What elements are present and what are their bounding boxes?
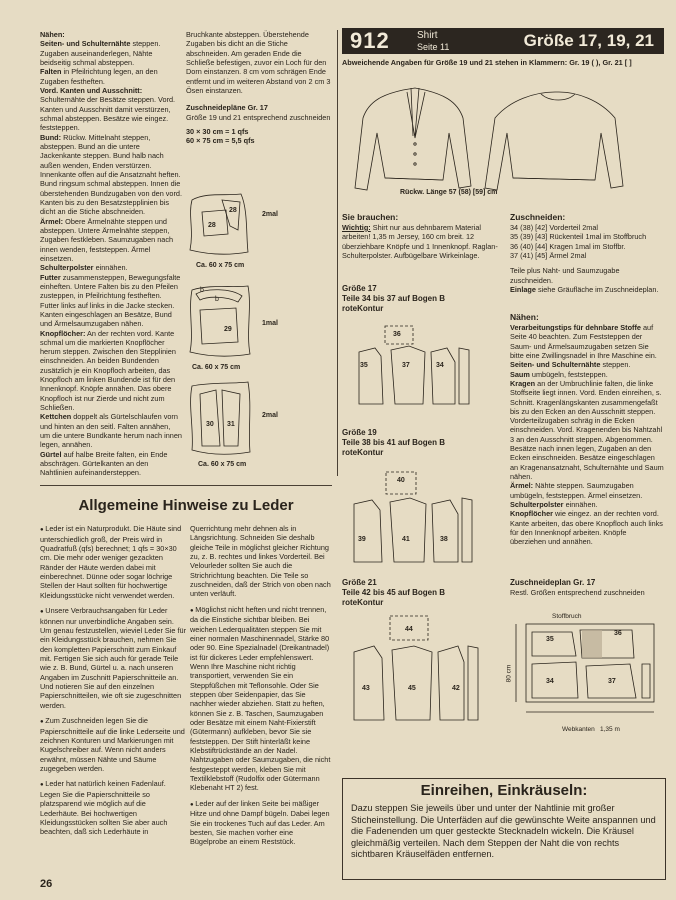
leder-right-3: ● Leder auf der linken Seite bei mäßiger Hitze und ohne Dampf bügeln. Dabei legen Sie ein trockenes Tuch auf das Leder. Am besten, Sie machen vorher eine Bügelprobe an einem Reststück. xyxy=(190,799,332,847)
leder-left-4: ● Leder hat natürlich keinen Fadenlauf. Legen Sie die Papierschnitteile so platzsparend wie möglich auf die Lederhäute. Bei hochwertigen Kleidungsstücken sollten Sie aber auch beachten, daß sich Lederhäute in xyxy=(40,779,186,836)
sew-lead: Saum xyxy=(510,369,530,379)
sew-text: wie eingez. an der rechten vord. Kante arbeiten, das obere Knopfloch auch links für den Innenknopf arbeiten. Knöpfe überziehen und annähen. xyxy=(510,509,663,547)
s17-p3: 37 xyxy=(402,362,410,369)
left-paragraph xyxy=(40,329,182,413)
shirt-illustration xyxy=(345,78,665,193)
sew-paragraph xyxy=(510,323,664,360)
fabric-cutting-plan xyxy=(512,618,664,723)
materials-text: Shirt nur aus dehnbarem Material arbeiten! 1,35 m Jersey, 160 cm breit. 12 überziehbare Knöpfe und 1 Innenknopf. Raglan-Schulterpolster. Aufbügelbare Wirkeinlage. xyxy=(342,222,498,260)
pattern-header xyxy=(342,28,664,54)
size-19-block xyxy=(342,428,502,459)
measure-1: 30 × 30 cm = 1 qfs xyxy=(186,126,249,136)
plan-stoffbruch: Stoffbruch xyxy=(552,613,582,620)
plan-sub: Restl. Größen entsprechend zuschneiden xyxy=(510,588,645,598)
leather-layout-1 xyxy=(186,190,276,260)
size-21-block xyxy=(342,578,502,609)
leder-right xyxy=(190,524,332,847)
materials-title: Sie brauchen: xyxy=(342,212,399,222)
plan-piece-36: 36 xyxy=(614,630,622,637)
middle-column xyxy=(186,30,332,146)
sew-text: Nähte steppen. Saumzugaben umbügeln, feststeppen. Ärmel einsetzen. xyxy=(510,481,643,500)
leder-left xyxy=(40,524,186,837)
left-text: einnähen. xyxy=(95,263,128,273)
left-lead: Vord. Kanten und Ausschnitt: xyxy=(40,85,143,95)
sew-lead: Ärmel: xyxy=(510,481,534,491)
cutting-row-3: 36 (40) [44] Kragen 1mal im Stoffbr. xyxy=(510,241,626,251)
sew-lead: Verarbeitungstips für dehnbare Stoffe xyxy=(510,322,641,332)
measure-2: 60 × 75 cm = 5,5 qfs xyxy=(186,136,255,146)
left-lead: Gürtel xyxy=(40,449,62,459)
leather-layout-3 xyxy=(186,380,276,458)
left-paragraph xyxy=(40,67,182,86)
left-lead: Ärmel: xyxy=(40,216,64,226)
leder-title: Allgemeine Hinweise zu Leder xyxy=(78,497,294,514)
s21-p2: 43 xyxy=(362,685,370,692)
left-text: in Pfeilrichtung legen, an den Zugaben festheften. xyxy=(40,67,158,86)
layout3-piece-b xyxy=(222,390,240,446)
sew-lead: Kragen xyxy=(510,378,536,388)
sew-paragraph xyxy=(510,360,664,369)
pattern-name: Shirt xyxy=(417,30,438,41)
size-21-ref: Teile 42 bis 45 auf Bogen B xyxy=(342,588,445,598)
cutting-row-4: 37 (41) [45] Ärmel 2mal xyxy=(510,250,587,260)
left-text: Rückw. Mittelnaht steppen, absteppen. Bund an die untere Jackenkante steppen. Bund halb nach außen wenden, Enden verstürzen. Innenkante offen auf die Ansatznaht heften. Bund ringsum schmal absteppen. Innen die überstehenden Bundzugaben von den vord. Kanten bis zu den Besatzstepplinien bis dicht an die Stiche abschneiden. xyxy=(40,132,182,217)
s19-p4: 38 xyxy=(440,536,448,543)
s19-p1: 40 xyxy=(397,477,405,484)
left-paragraph xyxy=(40,412,182,449)
left-lead: Kettchen xyxy=(40,412,72,422)
layout2-piece-main xyxy=(200,308,238,344)
size-17-block xyxy=(342,284,502,315)
plan-piece-34: 34 xyxy=(546,678,554,685)
plan-width: 1,35 m xyxy=(600,726,620,733)
size-17-pieces xyxy=(355,322,505,407)
back-length: Rückw. Länge 57 (58) [59] cm xyxy=(400,189,498,196)
size-21-pieces xyxy=(352,612,504,722)
left-lead: Seiten- und Schulternähte xyxy=(40,39,131,49)
layout1-piece-label-b: 28 xyxy=(229,207,237,214)
s21-p4: 42 xyxy=(452,685,460,692)
size-17-title: Größe 17 xyxy=(342,284,377,293)
sew-text: steppen. xyxy=(602,360,631,370)
left-paragraph xyxy=(40,217,182,264)
s17-p2: 35 xyxy=(360,362,368,369)
left-text: zusammensteppen, Bewegungsfalte einheften. Untere Falten bis zu den Pfeilen zusteppen, in Pfeilrichtung festheften. Futter links auf links in die Jacke stecken. Kanten eingeschlagen an Besätze, Bund und Ärmelsaumzugaben nähen. xyxy=(40,272,181,329)
layout3-piece-label-a: 30 xyxy=(206,421,214,428)
left-lead: Knopflöcher: xyxy=(40,328,86,338)
size-19-ref: Teile 38 bis 41 auf Bogen B xyxy=(342,438,445,448)
cutting-note-2-lead: Einlage xyxy=(510,284,536,294)
left-paragraph xyxy=(40,263,182,272)
plan-block xyxy=(510,578,664,598)
cutting-plans-title: Zuschneidepläne Gr. 17 xyxy=(186,103,268,113)
left-lead: Schulterpolster xyxy=(40,263,94,273)
size-21-title: Größe 21 xyxy=(342,578,377,587)
sewing-title: Nähen: xyxy=(510,312,539,322)
cutting-note-1: Teile plus Naht- und Saumzugabe zuschneiden. xyxy=(510,266,620,285)
left-paragraph xyxy=(40,273,182,329)
sew-text: an der Umbruchlinie falten, die linke Stoffseite liegt innen. Vord. Enden einreihen, s. Schnitt. Kragenlängskanten zusammengefaßt bis zu den Ecken an den Ausschnitt steppen. Vorderteilzugaben schräg in die Ecken einschneiden. Vord. Kragenenden bis Nahtzahl 3 an den Ausschnitt steppen. Abgenommen. Besätze nach innen legen, Zugaben an den Ecken einschneiden. Besätze eingeschlagen an Kragenansatznaht, Schulternähte und Saum nähen. xyxy=(510,378,664,482)
plan-piece-35: 35 xyxy=(546,636,554,643)
left-text: auf halbe Breite falten, ein Ende abschrägen. Gürtelkanten an den Nahtlinien aufeinandersteppen. xyxy=(40,449,168,478)
left-paragraph xyxy=(40,450,182,478)
sew-text: einnähen. xyxy=(565,500,598,510)
sew-lead: Knopflöcher xyxy=(510,509,553,519)
page-number: 26 xyxy=(40,878,53,890)
sewing-block xyxy=(510,312,664,547)
left-paragraph xyxy=(40,39,182,67)
layout1-qty: 2mal xyxy=(262,211,278,218)
layout2-qty: 1mal xyxy=(262,320,278,327)
left-lead: Falten xyxy=(40,67,62,77)
s19-p2: 39 xyxy=(358,536,366,543)
size-17-ref: Teile 34 bis 37 auf Bogen B xyxy=(342,294,445,304)
left-paragraph xyxy=(40,86,182,133)
materials-lead: Wichtig: xyxy=(342,222,371,232)
size-21-kontur: roteKontur xyxy=(342,598,384,608)
left-paragraph xyxy=(40,133,182,217)
leder-right-2: ● Möglichst nicht heften und nicht trennen, da die Einstiche sichtbar bleiben. Bei weichen Lederqualitäten steppen Sie mit einer normalen Maschinennadel, Stärke 80 oder 90. Eine Spezialnadel (Dreikantnadel) ist für dickeres Leder empfehlenswert. Wenn Ihre Maschine nicht richtig transportiert, verwenden Sie ein Steppfüßchen mit Teflonsohle. Oder Sie steppen über Seidenpapier, das Sie nachher wieder abziehen. Statt zu heften, können Sie z. B. Taschen, Saumzugaben oder Besätze mit einem Naht-Fixierstift (Gütermann) aufkleben, bevor Sie sie feststeppen. Der Stift hinterläßt keine Klebstiftrückstände an der Nadel. Nahtzugaben oder Saumzugaben, die nicht festgesteppt werden, kleben Sie mit Textilklebstoff (Rudolfix oder Gütermann Klebenaht HT 2) fest. xyxy=(190,605,332,793)
sew-lead: Seiten- und Schulternähte xyxy=(510,360,601,370)
cutting-block xyxy=(510,212,664,294)
layout3-piece-a xyxy=(200,390,220,446)
cutting-note-2: siehe Gräufläche im Zuschneideplan. xyxy=(537,284,659,294)
materials-block xyxy=(342,212,500,260)
sew-text: auf Seite 40 beachten. Zum Feststeppen der Saum- und Ärmelsaumzugaben setzen Sie bitte eine Zwillingsnadel in Ihre Maschine ein. xyxy=(510,322,657,360)
layout1-caption: Ca. 60 x 75 cm xyxy=(196,262,245,269)
s19-p3: 41 xyxy=(402,536,410,543)
sew-text: umbügeln, feststeppen. xyxy=(531,369,608,379)
sew-paragraph xyxy=(510,481,664,500)
plan-title: Zuschneideplan Gr. 17 xyxy=(510,578,596,587)
left-lead: Futter xyxy=(40,272,61,282)
left-paragraph xyxy=(40,30,182,39)
size-19-kontur: roteKontur xyxy=(342,448,384,458)
pattern-page-ref: Seite 11 xyxy=(417,42,450,52)
pattern-sizes: Größe 17, 19, 21 xyxy=(523,31,654,50)
size-19-title: Größe 19 xyxy=(342,428,377,437)
left-text: Obere Ärmelnähte steppen und absteppen. Untere Ärmelnähte steppen, Zugaben festkleben. Saumzugaben nach innen wenden, feststeppen. Ärmel einsetzen. xyxy=(40,216,174,263)
einreihen-box xyxy=(342,778,666,880)
cutting-plans-sub: Größe 19 und 21 entsprechend zuschneiden xyxy=(186,112,331,122)
layout3-piece-label-b: 31 xyxy=(227,421,235,428)
s21-p3: 45 xyxy=(408,685,416,692)
plan-height: 80 cm xyxy=(505,664,513,683)
cutting-title: Zuschneiden: xyxy=(510,212,566,222)
einreihen-text: Dazu steppen Sie jeweils über und unter der Nahtlinie mit großer Sticheinstellung. Die Unterfäden auf die gewünschte Weite anspannen und die Fadenenden um quer gesteckte Stecknadeln wickeln. Die Kräusel gleichmäßig verteilen. Nach dem Steppen der Naht die von rechts sichtbaren Kräuselfäden entfernen. xyxy=(351,803,656,859)
size-17-kontur: roteKontur xyxy=(342,304,384,314)
cutting-row-1: 34 (38) [42] Vorderteil 2mal xyxy=(510,222,599,232)
belt-instructions: Bruchkante absteppen. Überstehende Zugaben bis dicht an die Stiche abschneiden. Am geraden Ende die Schließe befestigen, zuvor ein Loch für den Dorn einstanzen. 8 cm vom schrägen Ende entfernt und im weiteren Abstand von 2 cm 3 Ösen einstanzen. xyxy=(186,30,331,95)
layout3-qty: 2mal xyxy=(262,412,278,419)
section-divider xyxy=(40,485,332,486)
leder-left-1: ● Leder ist ein Naturprodukt. Die Häute sind unterschiedlich groß, der Preis wird in Quadratfuß (qfs) berechnet; 1 qfs = 30×30 cm. Die mehr oder weniger gezackten Ränder der Häute werden dabei mit einberechnet. Dünne oder sogar löchrige Stellen der Haut sollten für hochwertige Kleidungsstücke nicht verwendet werden. xyxy=(40,524,186,600)
sew-paragraph xyxy=(510,500,664,509)
layout2-piece-label-b2: b xyxy=(215,296,219,303)
cutting-row-2: 35 (39) [43] Rückenteil 1mal im Stoffbruch xyxy=(510,232,647,242)
plan-webkanten: Webkanten xyxy=(562,726,595,733)
s21-p1: 44 xyxy=(405,626,413,633)
plan-piece-37: 37 xyxy=(608,678,616,685)
leder-left-3: ● Zum Zuschneiden legen Sie die Papierschnitteile auf die linke Lederseite und zeichnen Konturen und Markierungen mit Kugelschreiber auf. Wenn nicht anders erwähnt, müssen Nähte und Säume zugegeben werden. xyxy=(40,716,186,773)
leder-right-1: Querrichtung mehr dehnen als in Längsrichtung. Schneiden Sie deshalb gleiche Teile in möglichst gleicher Richtung zu, z. B. rechtes und linkes Vorderteil. Bei Velourleder sollten Sie auch die Strichrichtung beachten. Die Teile so zuschneiden, daß der Strich von oben nach unten verläuft. xyxy=(190,524,331,599)
left-text: An der rechten vord. Kante schmal um die markierten Knopflöcher herum steppen. Zwischen den Stepplinien einschneiden. An beiden Bundenden zusätzlich je ein Knopfloch arbeiten, das Knopfloch am linken Bundende ist für den Innenknopf. Knöpfe annähen. Das obere Knopfloch ist nur Zierde und nicht zum Schließen. xyxy=(40,328,176,413)
pattern-number: 912 xyxy=(350,28,390,53)
left-text: steppen. Zugaben auseinanderlegen, Nähte beidseitig schmal absteppen. xyxy=(40,39,161,67)
s17-p1: 36 xyxy=(393,331,401,338)
sew-lead: Schulterpolster xyxy=(510,500,564,510)
layout1-piece-label-a: 28 xyxy=(208,222,216,229)
left-lead: Bund: xyxy=(40,132,62,142)
leder-left-2: ● Unsere Verbrauchsangaben für Leder können nur unverbindliche Angaben sein. Um genau festzustellen, wieviel Leder Sie für ein Kleidungsstück brauchen, nehmen Sie den kompletten Papierschnitt zum Einkauf mit. Fertigen Sie sich auch für gerade Teile wie z. B. Bund, Gürtel u. a. nach unseren Angaben im Zuschnitt Papierschnitteile an. Und notieren Sie auf den einzelnen Papierschnitteilen, wie oft sie zugeschnitten werden. xyxy=(40,606,186,710)
layout3-caption: Ca. 60 x 75 cm xyxy=(198,461,247,468)
sew-paragraph xyxy=(510,370,664,379)
einreihen-title: Einreihen, Einkräuseln: xyxy=(420,782,588,799)
size-19-pieces xyxy=(352,468,502,563)
sew-paragraph xyxy=(510,509,664,546)
size-note: Abweichende Angaben für Größe 19 und 21 stehen in Klammern: Gr. 19 ( ), Gr. 21 [ ] xyxy=(342,58,632,67)
layout2-caption: Ca. 60 x 75 cm xyxy=(192,364,241,371)
layout2-piece-label-b1: b xyxy=(200,287,204,294)
column-divider xyxy=(337,30,338,476)
left-text: doppelt als Gürtelschlaufen vorn und hinten an den seitl. Falten annähen, um die untere Bundkante herum nach innen legen, annähen. xyxy=(40,412,182,450)
left-instructions xyxy=(40,30,182,478)
left-text: Schulternähte der Besätze steppen. Vord. Kanten und Ausschnitt damit verstürzen, schmal absteppen. Besätze wie eingez. feststeppen. xyxy=(40,95,176,133)
layout2-piece-label-main: 29 xyxy=(224,326,232,333)
layout1-piece-b xyxy=(222,200,240,230)
s17-p4: 34 xyxy=(436,362,444,369)
left-lead: Nähen: xyxy=(40,30,65,39)
sew-paragraph xyxy=(510,379,664,482)
